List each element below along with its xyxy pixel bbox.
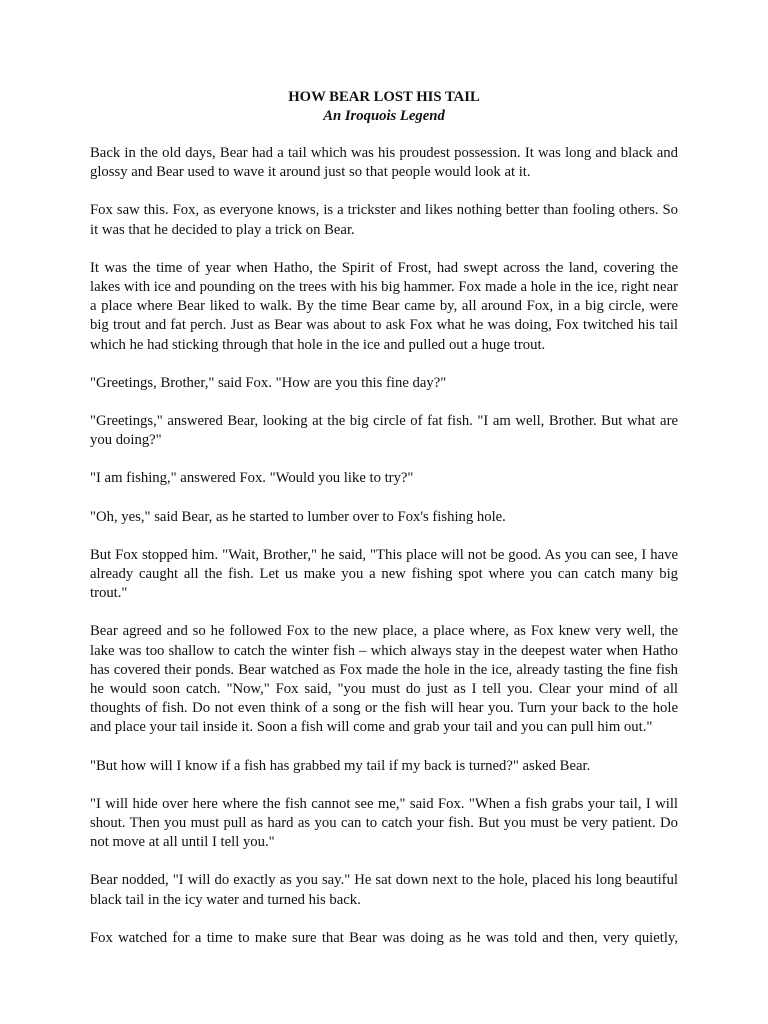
paragraph: "I am fishing," answered Fox. "Would you like to try?" xyxy=(90,470,414,487)
paragraph: Bear nodded, "I will do exactly as you say." He sat down next to the hole, placed his long beautiful black tail in the icy water and turned his back. xyxy=(90,872,678,908)
document-title: HOW BEAR LOST HIS TAIL xyxy=(288,89,480,105)
document-subtitle: An Iroquois Legend xyxy=(323,108,445,124)
paragraph: Fox watched for a time to make sure that Bear was doing as he was told and then, very quietly, xyxy=(90,929,678,946)
document-page xyxy=(90,88,678,948)
paragraph: Back in the old days, Bear had a tail which was his proudest possession. It was long and black and glossy and Bear used to wave it around just so that people would look at it. xyxy=(90,145,678,181)
paragraph: Bear agreed and so he followed Fox to the new place, a place where, as Fox knew very well, the lake was too shallow to catch the winter fish – which always stay in the deepest water when Hatho has covered their ponds. Bear watched as Fox made the hole in the ice, already tasting the fine fish he would soon catch. "Now," Fox said, "you must do just as I tell you. Clear your mind of all thoughts of fish. Do not even think of a song or the fish will hear you. Turn your back to the hole and place your tail inside it. Soon a fish will come and grab your tail and you can pull him out." xyxy=(90,623,678,736)
paragraph: "But how will I know if a fish has grabbed my tail if my back is turned?" asked Bear. xyxy=(90,757,591,774)
paragraph: "Greetings," answered Bear, looking at the big circle of fat fish. "I am well, Brother. But what are you doing?" xyxy=(90,413,678,449)
paragraph: It was the time of year when Hatho, the Spirit of Frost, had swept across the land, covering the lakes with ice and pounding on the trees with his big hammer. Fox made a hole in the ice, right near a place where Bear liked to walk. By the time Bear came by, all around Fox, in a big circle, were big trout and fat perch. Just as Bear was about to ask Fox what he was doing, Fox twitched his tail which he had sticking through that hole in the ice and pulled out a huge trout. xyxy=(90,259,678,353)
paragraph: "Oh, yes," said Bear, as he started to lumber over to Fox's fishing hole. xyxy=(90,508,506,525)
paragraph: But Fox stopped him. "Wait, Brother," he said, "This place will not be good. As you can see, I have already caught all the fish. Let us make you a new fishing spot where you can catch many big trout." xyxy=(90,546,678,602)
paragraph: "Greetings, Brother," said Fox. "How are you this fine day?" xyxy=(90,374,447,391)
paragraph: Fox saw this. Fox, as everyone knows, is a trickster and likes nothing better than fooling others. So it was that he decided to play a trick on Bear. xyxy=(90,202,678,238)
paragraph: "I will hide over here where the fish cannot see me," said Fox. "When a fish grabs your tail, I will shout. Then you must pull as hard as you can to catch your fish. But you must be very patient. Do not move at all until I tell you." xyxy=(90,795,678,851)
